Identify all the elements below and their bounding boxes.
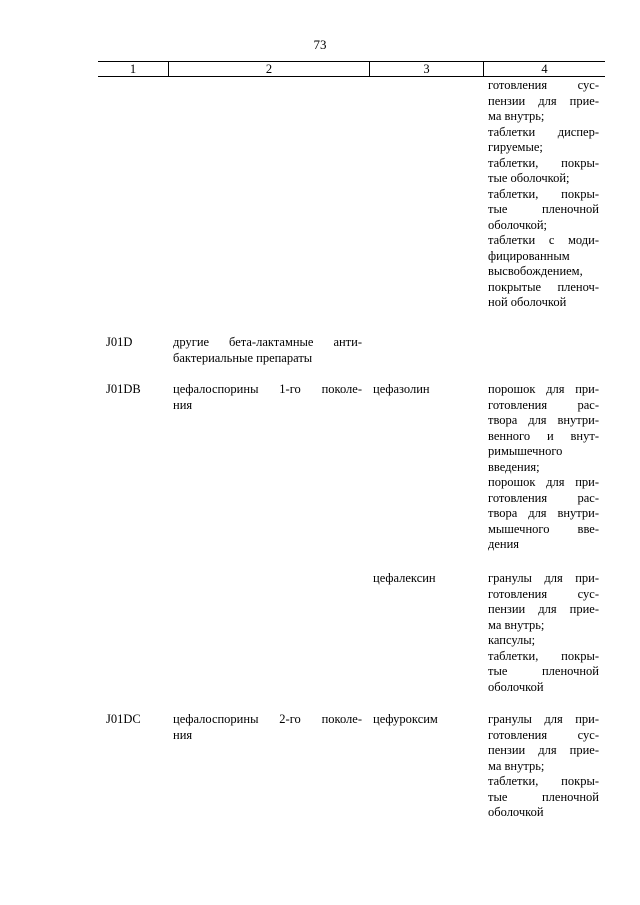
form-line: таблетки, покры- xyxy=(488,155,599,170)
form-line: оболочкой xyxy=(488,805,544,819)
form-line: ма внутрь; xyxy=(488,617,545,632)
form-line: капсулы; xyxy=(488,633,536,647)
form-line: ма внутрь; xyxy=(488,758,545,773)
form-line: таблетки, покры- xyxy=(488,648,599,663)
form-line: твора для внутри- xyxy=(488,413,599,427)
form-line: ной оболочкой xyxy=(488,295,567,309)
form-line: высвобождением, xyxy=(488,264,583,278)
header-col-4: 4 xyxy=(541,62,548,76)
drug-name: цефазолин xyxy=(373,382,430,396)
form-line: готовления сус- xyxy=(488,586,599,601)
form-line: готовления сус- xyxy=(488,78,599,92)
group-line: цефалоспорины 1-го поколе- xyxy=(173,382,362,396)
dosage-forms-cell xyxy=(488,712,599,821)
drug-name: цефуроксим xyxy=(373,712,438,726)
page-number: 73 xyxy=(313,37,327,52)
form-line: тые пленочной xyxy=(488,789,599,804)
form-line: оболочкой; xyxy=(488,217,547,232)
atc-code: J01DB xyxy=(106,382,141,396)
group-name-cell xyxy=(173,335,362,366)
form-line: введения; xyxy=(488,459,540,474)
form-line: покрытые пленоч- xyxy=(488,279,599,294)
form-line: гранулы для при- xyxy=(488,571,599,585)
form-line: таблетки, покры- xyxy=(488,186,599,201)
form-line: гируемые; xyxy=(488,140,543,154)
dosage-forms-cell xyxy=(488,571,599,695)
header-col-1: 1 xyxy=(129,62,137,76)
form-line: ма внутрь; xyxy=(488,109,545,123)
dosage-forms-cell xyxy=(488,382,599,553)
header-col-2: 2 xyxy=(265,62,273,76)
form-line: пензии для прие- xyxy=(488,743,599,757)
form-line: римышечного xyxy=(488,444,563,458)
drug-name: цефалексин xyxy=(373,571,436,585)
form-line: таблетки диспер- xyxy=(488,124,599,139)
atc-code: J01DC xyxy=(106,712,141,726)
group-name-cell xyxy=(173,712,362,743)
table-header xyxy=(98,61,605,77)
form-line: пензии для прие- xyxy=(488,602,599,616)
form-line: мышечного вве- xyxy=(488,521,599,536)
group-line: другие бета-лактамные анти- xyxy=(173,335,362,349)
dosage-forms-cell xyxy=(488,78,599,311)
form-line: фицированным xyxy=(488,248,570,263)
form-line: готовления рас- xyxy=(488,490,599,505)
form-line: порошок для при- xyxy=(488,475,599,489)
group-line: ния xyxy=(173,727,193,742)
form-line: готовления сус- xyxy=(488,727,599,742)
form-line: готовления рас- xyxy=(488,397,599,412)
form-line: твора для внутри- xyxy=(488,506,599,520)
form-line: оболочкой xyxy=(488,679,544,694)
form-line: порошок для при- xyxy=(488,382,599,396)
group-line: бактериальные препараты xyxy=(173,350,313,365)
group-name-cell xyxy=(173,382,362,413)
form-line: тые пленочной xyxy=(488,664,599,678)
atc-code: J01D xyxy=(106,335,133,349)
header-col-3: 3 xyxy=(423,62,430,76)
form-line: гранулы для при- xyxy=(488,712,599,726)
form-line: венного и внут- xyxy=(488,428,599,443)
form-line: дения xyxy=(488,537,520,551)
form-line: тые оболочкой; xyxy=(488,171,570,185)
form-line: тые пленочной xyxy=(488,202,599,216)
group-line: ния xyxy=(173,397,193,412)
form-line: таблетки, покры- xyxy=(488,774,599,788)
form-line: пензии для прие- xyxy=(488,93,599,108)
form-line: таблетки с моди- xyxy=(488,233,599,247)
group-line: цефалоспорины 2-го поколе- xyxy=(173,712,362,726)
